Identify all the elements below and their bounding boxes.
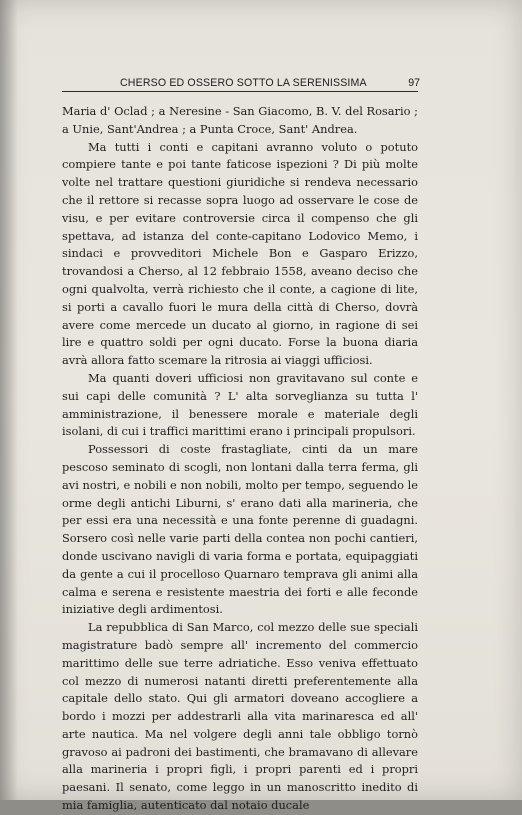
body-text <box>62 103 418 815</box>
paragraph: Ma tutti i conti e capitani avranno voluto o potuto compiere tante e poi tante faticose ispezioni ? Di più molte volte nel trattare questioni giuridiche si rendeva necessario che il rettore si recasse sopra luogo ad osservare le cose de visu, e per evitare controversie circa il compenso che gli spettava, ad istanza del conte-capitano Lodovico Memo, i sindaci e provveditori Michele Bon e Gasparo Erizzo, trovandosi a Cherso, al 12 febbraio 1558, aveano deciso che ogni qualvolta, verrà richiesto che il conte, a cagione di lite, si porti a cavallo fuori le mura della città di Cherso, dovrà avere come mercede un ducato al giorno, in ragione di sei lire e quattro soldi per ogni ducato. Forse la buona diaria avrà allora fatto scemare la ritrosia ai viaggi ufficiosi. <box>62 139 418 368</box>
paragraph: Possessori di coste frastagliate, cinti da un mare pescoso seminato di scogli, non lontani dalla terra ferma, gli avi nostri, e nobili e non nobili, molto per tempo, seguendo le orme degli antichi Liburni, s' erano dati alla marineria, che per essi era una necessità e una fonte perenne di guadagni. Sorsero così nelle varie parti della contea non pochi cantieri, donde uscivano navigli di varia forma e portata, equipaggiati da gente a cui il procelloso Quarnaro temprava gli animi alla calma e serena e resistente maestria dei forti e alle feconde iniziative degli ardimentosi. <box>62 442 418 617</box>
paragraph: La repubblica di San Marco, col mezzo delle sue speciali magistrature badò sempre all' incremento del commercio marittimo delle sue terre adriatiche. Esso veniva effettuato col mezzo di numerosi natanti diretti preferentemente alla capitale dello stato. Qui gli armatori doveano accogliere a bordo i mozzi per addestrarli alla vita marinaresca ed all' arte nautica. Ma nel volgere degli anni tale obbligo tornò gravoso ai padroni dei bastimenti, che bramavano di allevare alla marineria i propri figli, i propri parenti ed i propri paesani. Il senato, come leggo in un manoscritto inedito di mia famiglia, autenticato dal notaio ducale <box>62 620 418 813</box>
running-title: CHERSO ED OSSERO SOTTO LA SERENISSIMA <box>120 77 367 89</box>
page-number: 97 <box>408 77 420 89</box>
running-head <box>62 77 420 91</box>
paragraph-continuation: Maria d' Oclad ; a Neresine - San Giacomo, B. V. del Rosario ; a Unie, Sant'Andrea ; a Punta Croce, Sant' Andrea. <box>62 104 418 136</box>
header-rule <box>62 91 418 92</box>
paragraph: Ma quanti doveri ufficiosi non gravitavano sul conte e sui capi delle comunità ? L' alta sorveglianza su tutta l' amministrazione, il benessere morale e materiale degli isolani, di cui i traffici marittimi erano i principali propulsori. <box>62 370 418 439</box>
